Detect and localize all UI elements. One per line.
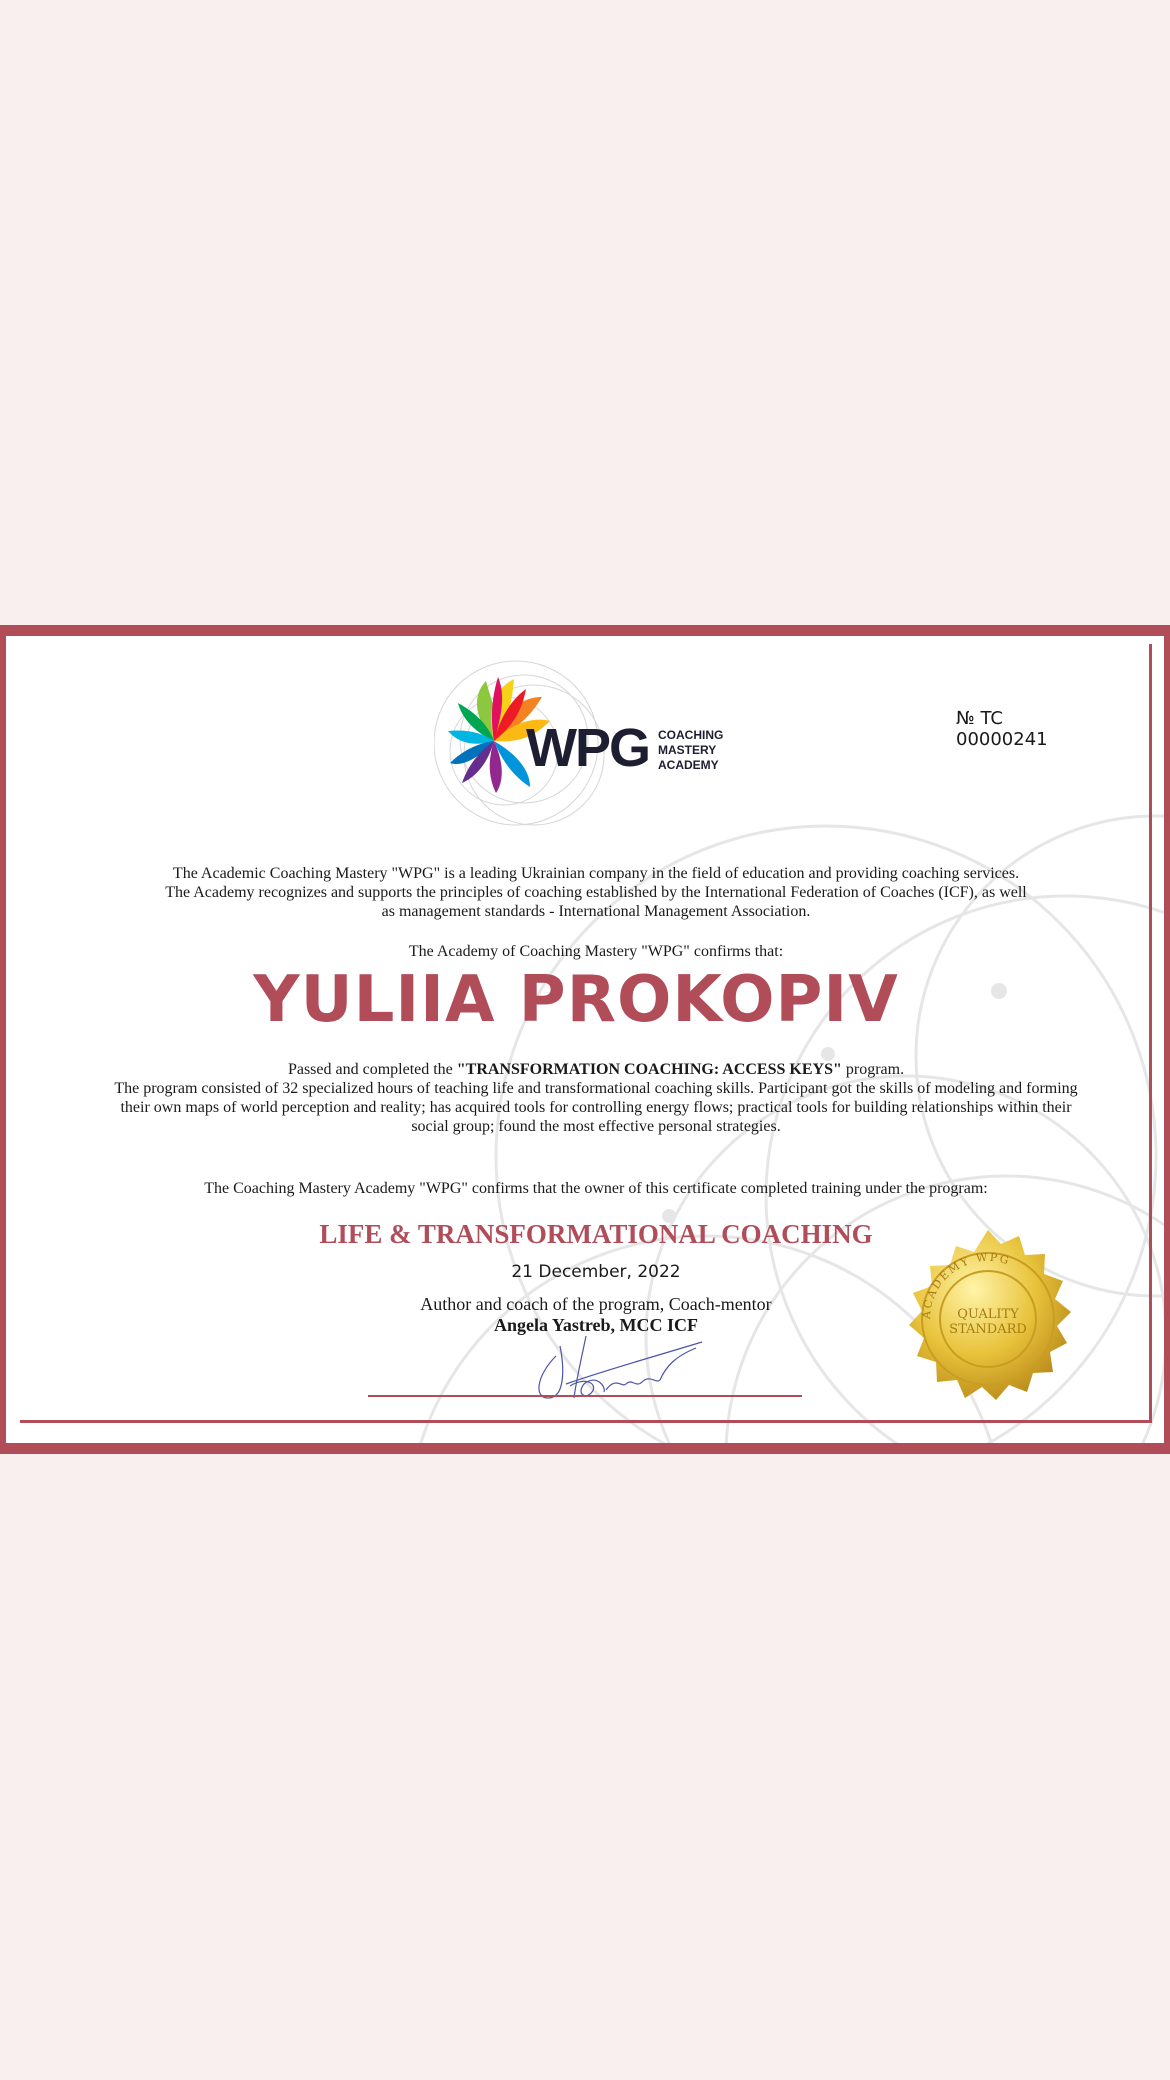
seal-ring-text: ACADEMY WPG <box>919 1250 1013 1320</box>
frame-rule-bottom <box>20 1420 1152 1423</box>
quality-seal-icon <box>895 1226 1081 1412</box>
issue-date: 21 December, 2022 <box>511 1262 681 1282</box>
author-name: Angela Yastreb, MCC ICF <box>494 1315 698 1335</box>
seal-center-line-2: STANDARD <box>949 1322 1027 1337</box>
logo-line-2: MASTERY <box>658 743 717 757</box>
logo-brand: WPG <box>526 718 649 778</box>
frame-rule-right <box>1149 644 1152 1423</box>
program-description: The program consisted of 32 specialized hours of teaching life and transformational coaching skills. Participant got the skills of modeling and forming their own maps of world perception and reality; has acquired tools for controlling energy flows; practical tools for building relationships within their social group; found the most effective personal strategies. <box>114 1080 1078 1135</box>
author-role: Author and coach of the program, Coach-mentor <box>420 1294 772 1314</box>
certificate <box>0 625 1170 1454</box>
program-prefix: Passed and completed the <box>287 1061 457 1078</box>
under-program-line: The Coaching Mastery Academy "WPG" confirms that the owner of this certificate completed training under the program: <box>204 1180 988 1197</box>
intro-paragraph: The Academic Coaching Mastery "WPG" is a leading Ukrainian company in the field of education and providing coaching services. The Academy recognizes and supports the principles of coaching established by the International Federation of Coaches (ICF), as well as management standards - International Management Association. <box>165 865 1027 920</box>
certificate-body <box>6 636 1164 1443</box>
confirms-line: The Academy of Coaching Mastery "WPG" confirms that: <box>408 943 784 960</box>
program-name: "TRANSFORMATION COACHING: ACCESS KEYS" <box>456 1061 842 1078</box>
program-suffix: program. <box>841 1061 905 1078</box>
seal-center-line-1: QUALITY <box>957 1307 1019 1322</box>
wpg-logo <box>434 659 734 837</box>
logo-line-3: ACADEMY <box>658 758 719 772</box>
course-title: LIFE & TRANSFORMATIONAL COACHING <box>319 1219 873 1249</box>
program-paragraph <box>106 1060 1086 1136</box>
signature-icon <box>526 1326 706 1406</box>
logo-line-1: COACHING <box>658 728 724 742</box>
certificate-number: № TC 00000241 <box>956 708 1048 750</box>
recipient-name: YULIIA PROKOPIV <box>253 963 899 1037</box>
signature-line <box>368 1395 802 1397</box>
